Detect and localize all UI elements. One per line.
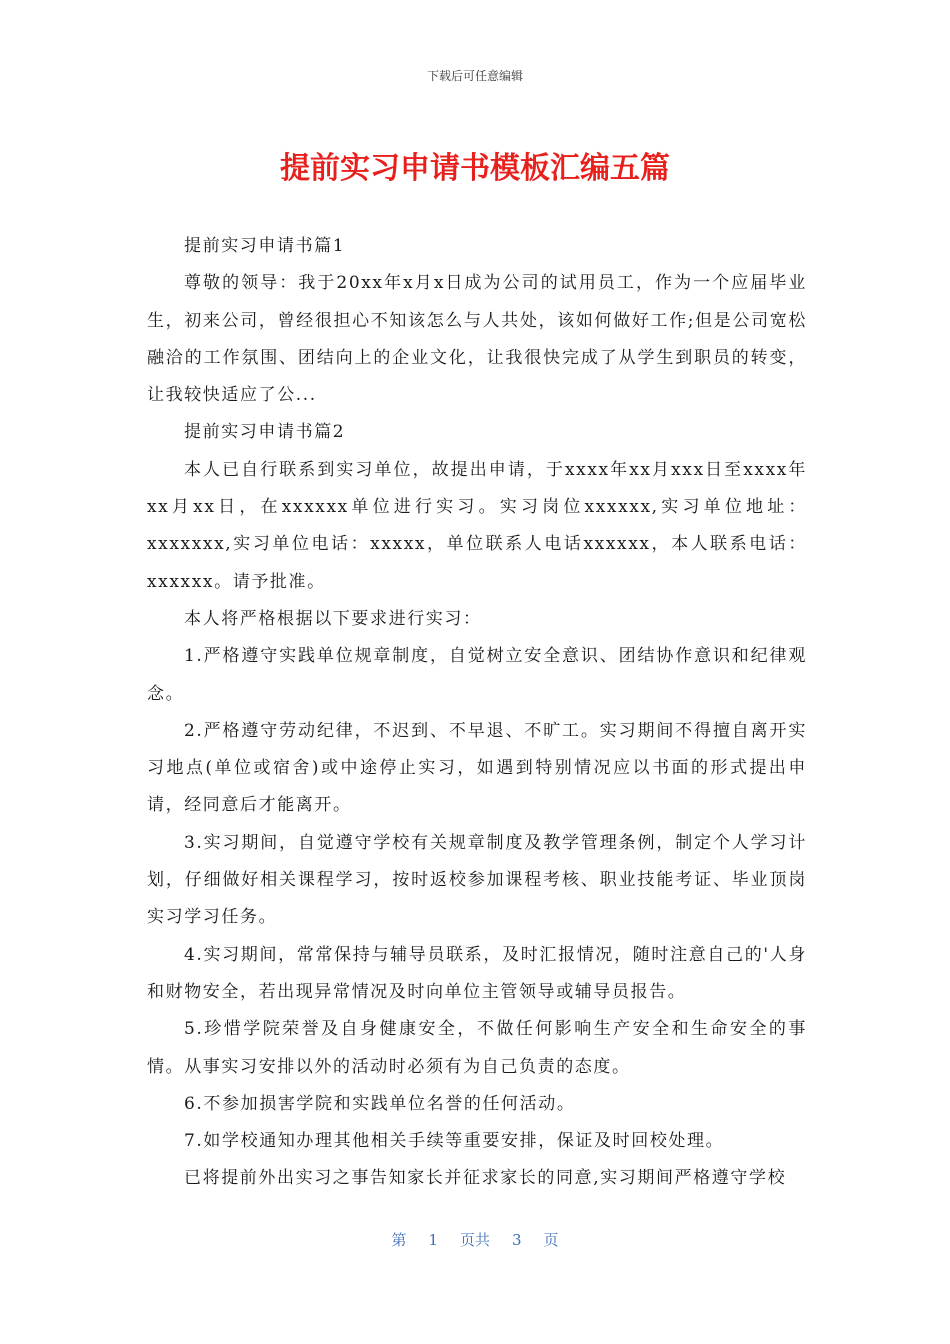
document-title: 提前实习申请书模板汇编五篇 [280,151,670,186]
section-heading-2: 提前实习申请书篇2 [184,422,346,443]
list-item: 4.实习期间，常常保持与辅导员联系，及时汇报情况，随时注意自己的'人身和财物安全，若出现异常情况及时向单位主管领导或辅导员报告。 [147,944,807,1002]
body-paragraph: 尊敬的领导：我于20xx年x月x日成为公司的试用员工，作为一个应届毕业生，初来公司，曾经很担心不知该怎么与人共处，该如何做好工作;但是公司宽松融洽的工作氛围、团结向上的企业文化，让我很快完成了从学生到职员的转变，让我较快适应了公... [147,273,807,406]
body-paragraph: 本人已自行联系到实习单位，故提出申请，于xxxx年xx月xxx日至xxxx年xx月xx日，在xxxxxx单位进行实习。实习岗位xxxxxx,实习单位地址：xxxxxxx,实习单位电话：xxxxx，单位联系人电话xxxxxx，本人联系电话：xxxxxx。请予批准。 [147,459,807,592]
footer-page-label: 第 [391,1231,407,1249]
page-header-note: 下载后可任意编辑 [426,69,523,83]
list-item: 1.严格遵守实践单位规章制度，自觉树立安全意识、团结协作意识和纪律观念。 [147,646,807,704]
list-item: 2.严格遵守劳动纪律，不迟到、不早退、不旷工。实习期间不得擅自离开实习地点(单位或宿舍)或中途停止实习，如遇到特别情况应以书面的形式提出申请，经同意后才能离开。 [147,720,807,816]
list-item: 7.如学校通知办理其他相关手续等重要安排，保证及时回校处理。 [184,1131,725,1152]
body-paragraph: 本人将严格根据以下要求进行实习： [184,608,482,629]
list-item: 5.珍惜学院荣誉及自身健康安全，不做任何影响生产安全和生命安全的事情。从事实习安排以外的活动时必须有为自己负责的态度。 [147,1019,807,1077]
page-footer [0,1229,950,1250]
list-item: 6.不参加损害学院和实践单位名誉的任何活动。 [184,1093,576,1114]
footer-page-suffix: 页 [543,1231,559,1249]
footer-total-pages: 3 [512,1231,522,1249]
footer-total-label: 页共 [459,1231,490,1249]
body-paragraph: 已将提前外出实习之事告知家长并征求家长的同意,实习期间严格遵守学校 [184,1168,787,1189]
list-item: 3.实习期间，自觉遵守学校有关规章制度及教学管理条例，制定个人学习计划，仔细做好相关课程学习，按时返校参加课程考核、职业技能考证、毕业顶岗实习学习任务。 [147,832,807,928]
footer-page-number: 1 [428,1231,438,1249]
document-body [147,228,807,1198]
section-heading-1: 提前实习申请书篇1 [184,236,346,256]
